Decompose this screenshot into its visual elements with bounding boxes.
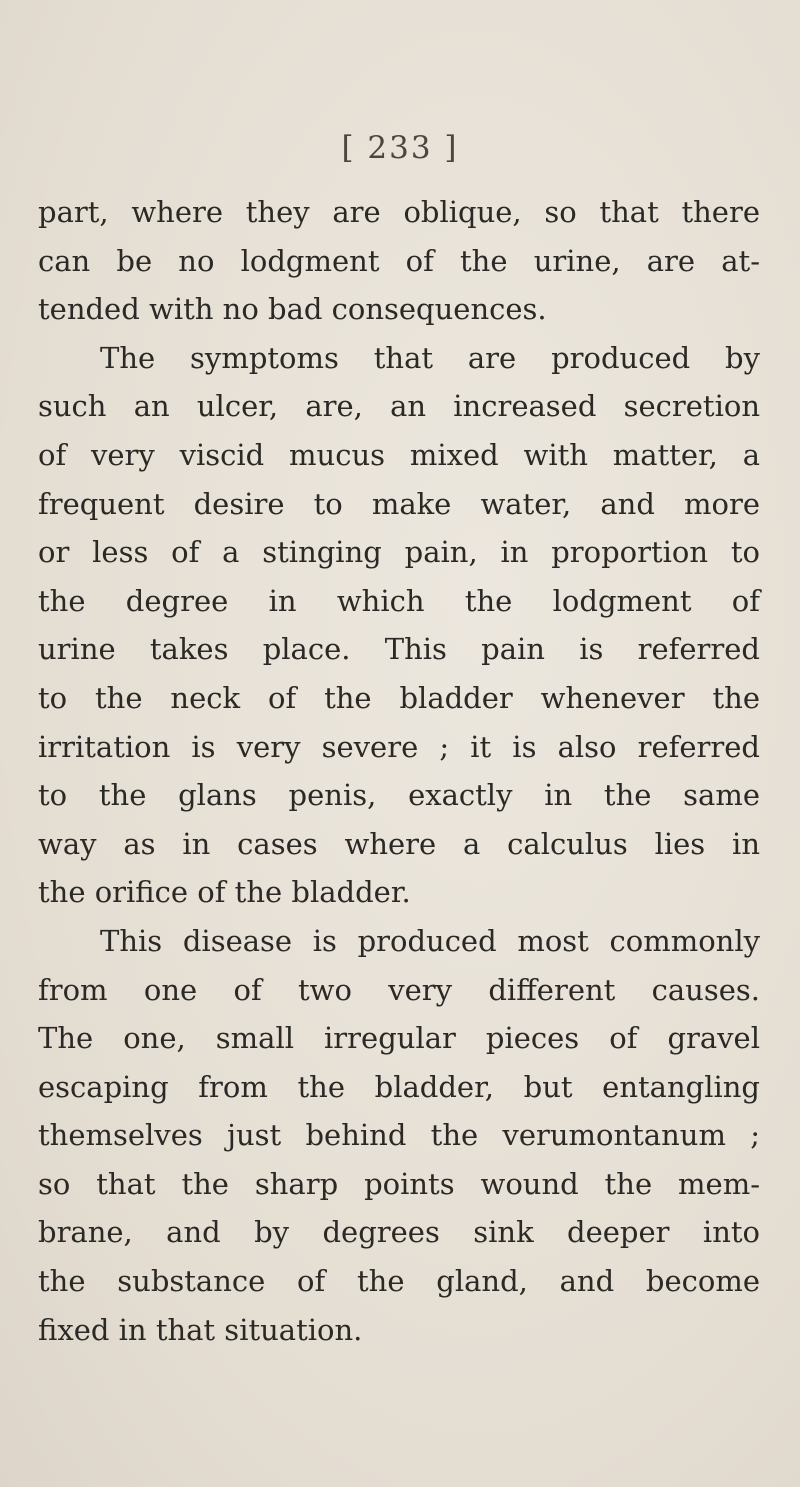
text-line: part, where they are oblique, so that there [38,195,760,229]
text-line: the substance of the gland, and become [38,1264,760,1299]
text-line: to the neck of the bladder whenever the [38,680,760,715]
text-line: so that the sharp points wound the mem- [38,1166,760,1201]
text-line: escaping from the bladder, but entangling [38,1069,760,1104]
text-line: fixed in that situation. [38,1312,363,1347]
text-line: way as in cases where a calculus lies in [38,826,760,861]
body-text [38,188,760,1354]
text-line: urine takes place. This pain is referred [38,632,760,667]
text-line: the orifice of the bladder. [38,875,411,910]
text-line: The one, small irregular pieces of gravel [38,1021,760,1056]
text-line: the degree in which the lodgment of [38,583,760,618]
text-line: The symptoms that are produced by [100,340,760,375]
text-line: of very viscid mucus mixed with matter, a [38,437,760,472]
text-line: from one of two very different causes. [38,972,760,1007]
text-line: irritation is very severe ; it is also referred [38,729,760,764]
text-line: brane, and by degrees sink deeper into [38,1215,760,1250]
text-line: to the glans penis, exactly in the same [38,778,760,813]
text-line: themselves just behind the verumontanum ; [38,1118,760,1153]
text-line: tended with no bad consequences. [38,292,547,327]
text-line: or less of a stinging pain, in proportion to [38,535,760,570]
text-line: such an ulcer, are, an increased secretion [38,389,760,424]
page-number: [ 233 ] [341,130,459,166]
text-line: frequent desire to make water, and more [38,486,760,521]
text-line: This disease is produced most commonly [100,923,760,958]
text-line: can be no lodgment of the urine, are at- [38,243,760,278]
